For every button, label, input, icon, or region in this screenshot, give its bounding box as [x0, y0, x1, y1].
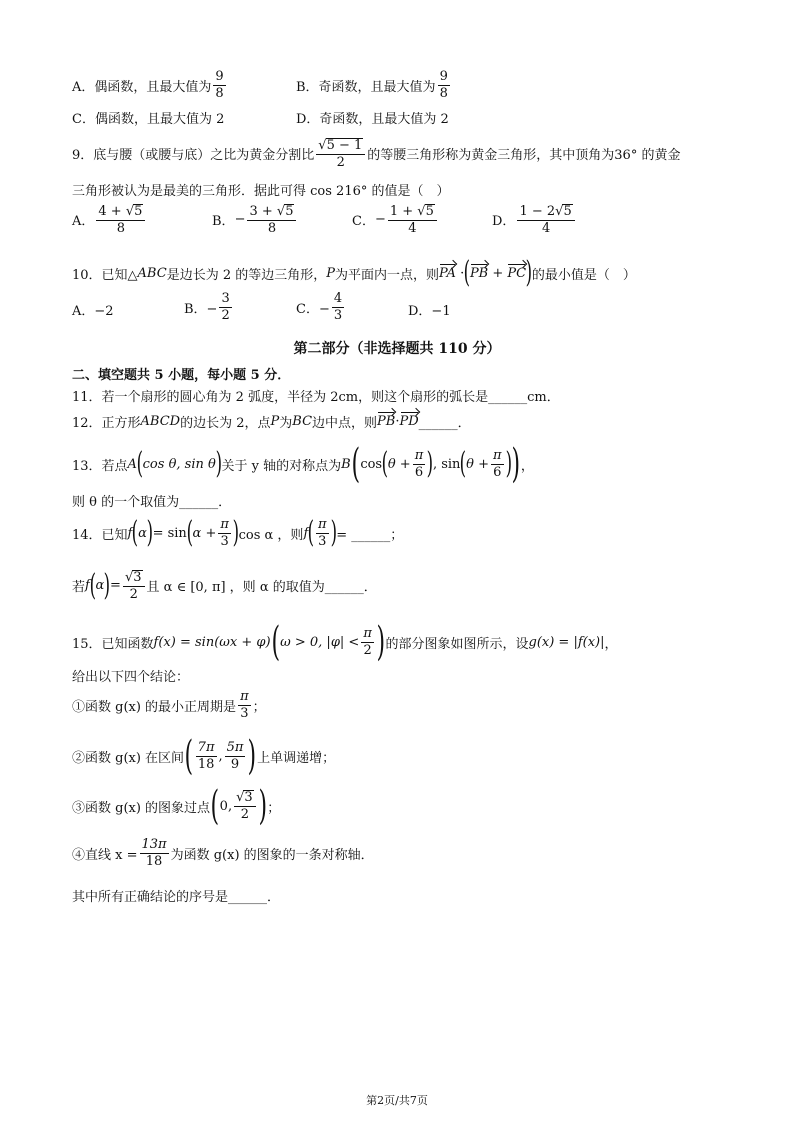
q15-conclusion-3: ③函数 g(x) 的图象过点 ( 0, $\frac{√3}{2}$ ) ； [72, 783, 281, 829]
frac-den: 2 [240, 807, 249, 822]
function-fx: f(x) = sin(ωx + φ) [153, 634, 271, 650]
q14-line2c: 且 α ∈ [0, π] ，则 α 的取值为______． [146, 580, 377, 596]
cos-label: cos [360, 456, 383, 472]
q9-option-a [72, 204, 147, 235]
interval-start-fraction [196, 741, 217, 771]
q13-end: ， [520, 458, 534, 474]
frac-num: 1 − 2√5 [517, 204, 574, 221]
q10-option-b-label: B．− [184, 301, 218, 317]
frac-den: 2 [363, 642, 372, 658]
q8-option-d-text: D．奇函数，且最大值为 2 [296, 112, 449, 127]
vector-pa: PA [439, 265, 456, 281]
frac-den: 18 [145, 853, 163, 869]
q9-stem-line2 [72, 180, 450, 199]
option-label: A． [72, 214, 95, 230]
q13: 13．若点 A ( cos θ, sin θ ) 关于 y 轴的对称点为 B ( cos ( θ + $\frac{\pi}{6}$ ) , sin ( θ + $\frac{\pi}{6}$ ) ) ， [72, 441, 534, 487]
dot-operator: · [395, 414, 400, 429]
q10-option-a-text: A．−2 [72, 304, 114, 319]
function-gx: g(x) = |f(x)| [528, 634, 605, 650]
q9-text2: 的等腰三角形称为黄金三角形，其中顶角为36° 的黄金 [367, 148, 681, 164]
frac-num: 3 [221, 291, 230, 306]
vector-pd: PD [399, 414, 419, 429]
frac-num: 5π [226, 739, 244, 755]
q10-text4: 的最小值是（ ） [531, 267, 636, 283]
frac-num: √3 [234, 790, 256, 807]
q12-text2: 的边长为 2，点 [180, 416, 271, 431]
q10-option-c [296, 292, 346, 322]
q10-text3: 为平面内一点，则 [334, 267, 439, 283]
q10-text2: 是边长为 2 的等边三角形， [166, 267, 327, 283]
q10-option-c-label: C．− [296, 301, 330, 317]
frac-den: 4 [408, 220, 417, 236]
ratio-radicand: 5 − 1 [326, 138, 363, 153]
option-fraction [96, 204, 145, 235]
q12-text5: ______． [418, 416, 471, 431]
frac-den: 18 [197, 756, 215, 772]
frac-num: 4 [333, 291, 343, 306]
q8-option-d [296, 108, 449, 127]
q9-text1: 9．底与腰（或腰与底）之比为黄金分割比 [72, 148, 315, 164]
frac-den: 4 [541, 220, 551, 236]
frac-num: π [414, 447, 424, 463]
option-fraction [388, 204, 437, 235]
frac-num: π [363, 625, 372, 641]
sqrt3-over-2-fraction [234, 790, 256, 821]
q14-line2: 若 f ( α ) = $\frac{√3}{2}$ 且 α ∈ [0, π] ，则 α 的取值为______． [72, 567, 377, 603]
point-a: A [127, 456, 137, 472]
q8-option-a [72, 70, 228, 100]
square-name: ABCD [140, 414, 181, 429]
point-a-coords: cos θ, sin θ [142, 456, 216, 472]
num-prefix: 4 + [98, 204, 126, 219]
c3-text: ③函数 g(x) 的图象过点 [72, 800, 211, 816]
frac-den: 8 [116, 220, 126, 236]
radicand: 5 [425, 204, 434, 219]
radicand: 5 [563, 204, 572, 219]
q8-option-b-fraction [438, 70, 450, 100]
num-prefix: 1 + [389, 204, 418, 219]
vector-pb: PB [469, 265, 489, 281]
golden-ratio-fraction [316, 138, 365, 169]
q12 [72, 412, 471, 431]
c4-end: 为函数 g(x) 的图象的一条对称轴． [170, 847, 374, 863]
thirteen-pi-over-18-fraction [140, 838, 169, 868]
radicand: 5 [134, 204, 143, 219]
vector-pb: PB [377, 414, 396, 429]
frac-den: 8 [215, 85, 224, 101]
q15-intro-text: 给出以下四个结论： [72, 670, 190, 685]
radicand: 3 [244, 790, 253, 806]
pi-over-3-fraction [316, 518, 329, 548]
q10-option-d [408, 300, 451, 319]
q15-final [72, 886, 280, 905]
frac-den: 2 [221, 307, 230, 323]
frac-den: 3 [318, 533, 327, 549]
q10-option-a [72, 300, 114, 319]
alpha: α [95, 578, 105, 594]
q13-text3: 关于 y 轴的对称点为 [221, 458, 342, 474]
theta-plus: θ + [466, 456, 489, 472]
q10-text1: 10．已知△ [72, 267, 138, 283]
q10-option-d-text: D．−1 [408, 304, 451, 319]
pi-over-3-fraction [238, 690, 251, 720]
frac-num: √5 − 1 [316, 138, 365, 155]
q8-option-b-text: B．奇函数，且最大值为 [296, 79, 436, 95]
side-bc: BC [292, 414, 313, 429]
frac-num: π [220, 517, 229, 532]
q13-line2-text: 则 θ 的一个取值为______． [72, 495, 232, 510]
alpha: α [138, 525, 147, 541]
frac-den: 3 [220, 533, 229, 549]
c1-end: ； [252, 699, 266, 715]
function-f: f [303, 525, 309, 541]
q9-option-c [352, 204, 439, 235]
function-f: f [127, 525, 133, 541]
q12-text1: 12．正方形 [72, 416, 141, 431]
frac-den: 8 [439, 85, 448, 101]
q15-conclusion-2: ②函数 g(x) 在区间 ( $\frac{7\pi}{18}$ , $\frac{5\pi}{9}$ ) 上单调递增； [72, 733, 336, 779]
num-prefix: 1 − 2 [519, 204, 556, 219]
alpha-plus: α + [192, 525, 217, 541]
q15-intro [72, 666, 189, 685]
pi-over-6-fraction [491, 449, 504, 479]
radicand: 3 [133, 570, 142, 585]
theta-plus: θ + [387, 456, 411, 472]
q11 [72, 386, 560, 405]
q8-option-c-text: C．偶函数，且最大值为 2 [72, 112, 225, 127]
section2-title [72, 364, 290, 383]
q14-cos: cos α ，则 [238, 527, 304, 543]
frac-den: 6 [414, 464, 424, 480]
frac-num: 1 + √5 [388, 204, 437, 221]
c3-end: ； [267, 800, 281, 816]
point-p: P [270, 414, 280, 429]
option-sign: − [234, 212, 246, 228]
q8-option-a-fraction [213, 70, 225, 100]
frac-den: 9 [230, 756, 240, 772]
c4-text: ④直线 x = [72, 847, 138, 863]
q15-text1: 15．已知函数 [72, 636, 154, 652]
q14-end: = ______； [336, 527, 404, 543]
pi-over-2-fraction [361, 627, 374, 657]
frac-num: π [493, 447, 502, 463]
option-fraction [247, 204, 296, 235]
frac-den: 2 [336, 154, 345, 170]
q15-final-text: 其中所有正确结论的序号是______． [72, 890, 281, 905]
c2-end: 上单调递增； [257, 750, 336, 766]
frac-den: 2 [129, 586, 138, 602]
q12-text3: 为 [279, 416, 293, 431]
c2-text: ②函数 g(x) 在区间 [72, 750, 185, 766]
pi-over-6-fraction [413, 449, 426, 479]
q15-condition: ω > 0, |φ| < [280, 634, 360, 650]
q10-option-c-fraction [332, 292, 344, 322]
c3-zero: 0, [219, 798, 233, 814]
frac-den: 3 [333, 307, 343, 323]
q14-line2b: = [110, 578, 121, 594]
num-prefix: 3 + [249, 204, 277, 219]
interval-end-fraction [225, 741, 246, 771]
q13-text1: 13．若点 [72, 458, 128, 474]
radicand: 5 [285, 204, 294, 219]
section2-title-text: 二、填空题共 5 小题，每小题 5 分． [72, 368, 291, 383]
frac-num: 9 [439, 69, 448, 84]
c1-text: ①函数 g(x) 的最小正周期是 [72, 699, 237, 715]
q12-text4: 边中点，则 [312, 416, 378, 431]
frac-den: 3 [240, 705, 249, 721]
frac-den: 6 [493, 464, 502, 480]
function-f: f [85, 578, 90, 594]
q9-option-d [492, 204, 577, 235]
q14-eq: = sin [152, 525, 187, 541]
page-footer: 第2页/共7页 [366, 1094, 428, 1107]
q8-option-c [72, 108, 224, 127]
q15: 15．已知函数 f(x) = sin(ωx + φ) ( ω > 0, |φ| < $\frac{\pi}{2}$ ) 的部分图象如图所示，设 g(x) = |f(x)| ， [72, 619, 618, 665]
frac-num: 3 + √5 [247, 204, 296, 221]
sqrt3-over-2-fraction [123, 570, 145, 601]
option-label: C． [352, 214, 375, 230]
frac-num: π [317, 517, 327, 532]
frac-num: 13π [141, 837, 167, 852]
frac-den: 8 [267, 220, 277, 236]
frac-num: 4 + √5 [96, 204, 145, 221]
q9-option-b [212, 204, 298, 235]
q15-conclusion-1 [72, 690, 266, 720]
q8-option-b [296, 70, 452, 100]
q10-option-b [184, 292, 234, 322]
point-b: B [341, 456, 351, 472]
q14: 14．已知 f ( α ) = sin ( α + $\frac{\pi}{3}$ ) cos α ，则 f ( $\frac{\pi}{3}$ ) = ______； [72, 515, 404, 551]
q14-line2a: 若 [72, 580, 86, 596]
frac-num: π [240, 689, 249, 704]
sin-label: , sin [432, 456, 461, 472]
point-p: P [326, 265, 335, 281]
q11-text: 11．若一个扇形的圆心角为 2 弧度，半径为 2cm，则这个扇形的弧长是______cm． [72, 390, 560, 405]
frac-num: 9 [215, 69, 224, 84]
part2-title: 第二部分（非选择题共 110 分） [293, 341, 501, 357]
q9-stem [72, 138, 680, 169]
option-label: B． [212, 214, 235, 230]
q15-conclusion-4 [72, 838, 374, 868]
option-fraction [517, 204, 574, 235]
pi-over-3-fraction [218, 518, 231, 548]
q10-stem: 10．已知△ ABC 是边长为 2 的等边三角形， P 为平面内一点，则 PA · ( PB + PC ) 的最小值是（ ） [72, 255, 636, 290]
q10-option-b-fraction [219, 292, 231, 322]
q14-text1: 14．已知 [72, 527, 128, 543]
q13-line2 [72, 491, 231, 510]
q15-text2: 的部分图象如图所示，设 [385, 636, 529, 652]
option-sign: − [374, 212, 386, 228]
frac-num: √3 [123, 570, 145, 587]
triangle-name: ABC [137, 265, 167, 281]
vector-pc: PC [507, 265, 527, 281]
q15-text3: ， [604, 636, 618, 652]
q9-text3: 三角形被认为是最美的三角形．据此可得 cos 216° 的值是（ ） [72, 184, 450, 199]
frac-num: 7π [197, 739, 215, 755]
q8-option-a-text: A．偶函数，且最大值为 [72, 79, 212, 95]
option-label: D． [492, 214, 516, 230]
